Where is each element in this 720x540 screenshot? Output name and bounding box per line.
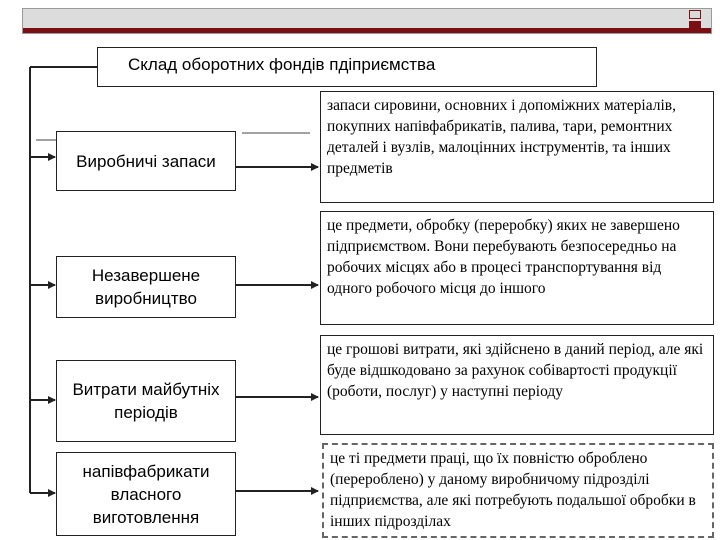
description-box-deferred-expenses: [320, 335, 714, 435]
category-box-own-semifinished: [56, 452, 236, 536]
category-label: Виробничі запаси: [76, 151, 216, 171]
category-label: Витрати майбутніх періодів: [72, 380, 220, 422]
category-label: напівфабрикати власного виготовлення: [82, 461, 210, 527]
description-text: це ті предмети праці, що їх повністю оброблено (перероблено) у даному виробничому підрозділі підприємства, але які потребують подальшої обробки в інших підрозділах: [330, 450, 696, 530]
description-box-production-stocks: [320, 91, 714, 203]
description-text: запаси сировини, основних і допоміжних матеріалів, покупних напівфабрикатів, палива, тари, ремонтних деталей і вузлів, малоцінних інструментів, та інших предметів: [327, 97, 676, 177]
category-box-deferred-expenses: [56, 360, 236, 442]
category-box-production-stocks: [56, 131, 236, 191]
description-box-own-semifinished: [322, 443, 714, 538]
description-text: це грошові витрати, які здійснено в даний період, але які буде відшкодовано за рахунок собівартості продукції (роботи, послуг) у наступні періоду: [327, 341, 704, 400]
category-box-work-in-progress: [56, 256, 236, 318]
category-label: Незавершене виробництво: [91, 266, 201, 308]
description-box-work-in-progress: [320, 211, 714, 325]
description-text: це предмети, обробку (переробку) яких не завершено підприємством. Вони перебувають безпосередньо на робочих місцях або в процесі транспортування від одного робочого місця до іншого: [327, 217, 680, 297]
diagram-title-box: [97, 47, 597, 87]
diagram-title: Склад оборотних фондів пдіприємства: [128, 55, 436, 74]
